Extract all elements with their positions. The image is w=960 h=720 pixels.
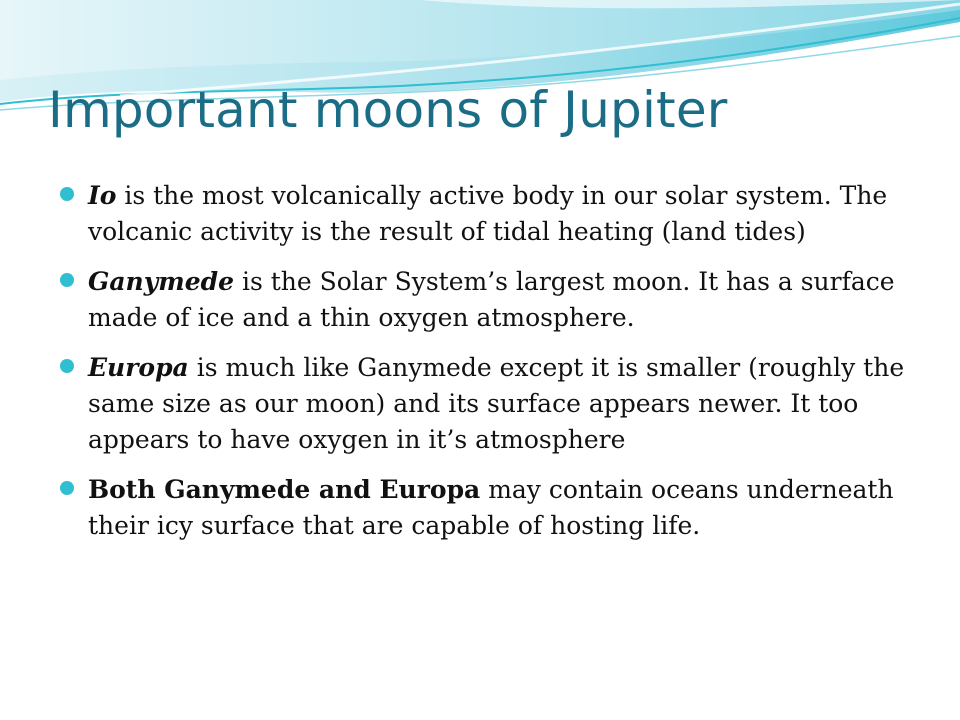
bullet-ganymede <box>60 264 930 336</box>
bullet-io <box>60 178 930 250</box>
bullet-term: Both Ganymede and Europa <box>88 475 481 504</box>
bullet-term: Ganymede <box>88 267 234 296</box>
bullet-text: is much like Ganymede except it is smaller (roughly the same size as our moon) and its surface appears newer. It too appears to have oxygen in it’s atmosphere <box>88 353 905 454</box>
bullet-text: may contain oceans underneath their icy surface that are capable of hosting life. <box>88 475 894 540</box>
bullet-text: is the Solar System’s largest moon. It has a surface made of ice and a thin oxygen atmosphere. <box>88 267 895 332</box>
bullet-both <box>60 472 930 544</box>
slide-title: Important moons of Jupiter <box>48 81 728 139</box>
bullet-term: Europa <box>88 353 189 382</box>
bullet-list <box>60 178 930 558</box>
bullet-term: Io <box>88 181 117 210</box>
bullet-europa <box>60 350 930 458</box>
bullet-text: is the most volcanically active body in our solar system. The volcanic activity is the result of tidal heating (land tides) <box>88 181 888 246</box>
